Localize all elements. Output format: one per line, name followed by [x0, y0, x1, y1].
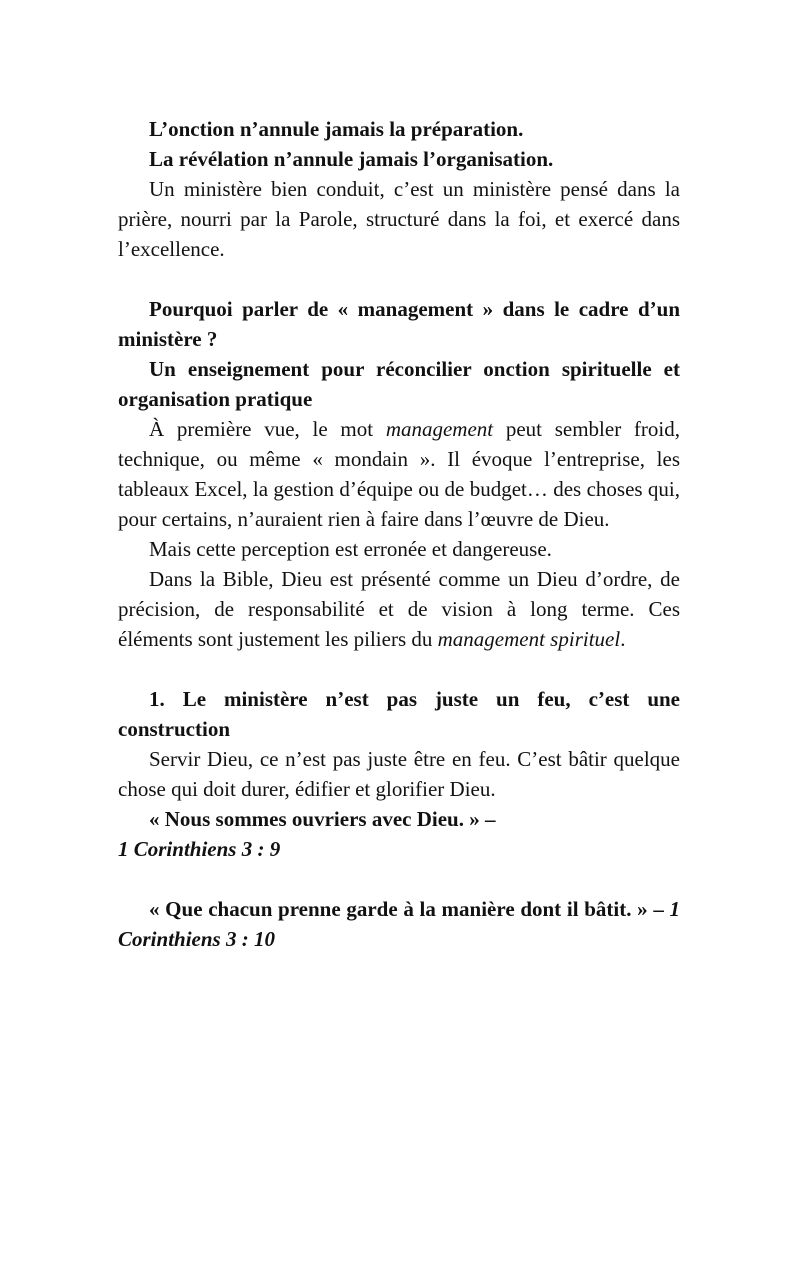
bible-reference-1cor-3-10: 1 Corinthiens 3 : 10 [118, 897, 680, 951]
text-span: peut sembler froid, technique, ou même « mondain ». Il évoque l’entreprise, les tableaux Excel, la gestion d’équipe ou de budget… des choses qui, pour certains, n’auraient rien à faire dans l’œuvre de Dieu. [118, 417, 681, 531]
text-span: Dans la Bible, Dieu est présenté comme un Dieu d’ordre, de précision, de responsabilité et de vision à long terme. Ces éléments sont justement les piliers du [118, 567, 680, 651]
section-heading-construction: 1. Le ministère n’est pas juste un feu, c’est une construction [118, 687, 680, 741]
section-heading-why: Pourquoi parler de « management » dans le cadre d’un ministère ? [118, 297, 680, 351]
paragraph-bible [118, 564, 680, 654]
bible-reference-1cor-3-9: 1 Corinthiens 3 : 9 [118, 837, 281, 861]
intro-paragraph: Un ministère bien conduit, c’est un ministère pensé dans la prière, nourri par la Parole, structuré dans la foi, et exercé dans l’excellence. [118, 177, 680, 261]
document-page [118, 114, 680, 954]
quote-workers-with-god: « Nous sommes ouvriers avec Dieu. » – [149, 807, 496, 831]
text-span: . [620, 627, 626, 651]
paragraph-perception: Mais cette perception est erronée et dangereuse. [149, 537, 552, 561]
quote-text: « Que chacun prenne garde à la manière dont il bâtit. » – [149, 897, 670, 921]
spacer [118, 264, 680, 294]
section-subheading-teaching: Un enseignement pour réconcilier onction spirituelle et organisation pratique [118, 357, 680, 411]
quote-take-heed [118, 894, 680, 954]
spacer [118, 864, 680, 894]
italic-term-spiritual-management: management spirituel [437, 627, 621, 651]
spacer [118, 654, 680, 684]
quote-reference [118, 834, 680, 864]
italic-term-management: management [385, 417, 494, 441]
paragraph-first-view [118, 414, 680, 534]
intro-line-anointing: L’onction n’annule jamais la préparation. [149, 117, 524, 141]
intro-line-revelation: La révélation n’annule jamais l’organisation. [149, 147, 554, 171]
paragraph-serve-god: Servir Dieu, ce n’est pas juste être en feu. C’est bâtir quelque chose qui doit durer, édifier et glorifier Dieu. [118, 747, 680, 801]
text-span: À première vue, le mot [149, 417, 386, 441]
